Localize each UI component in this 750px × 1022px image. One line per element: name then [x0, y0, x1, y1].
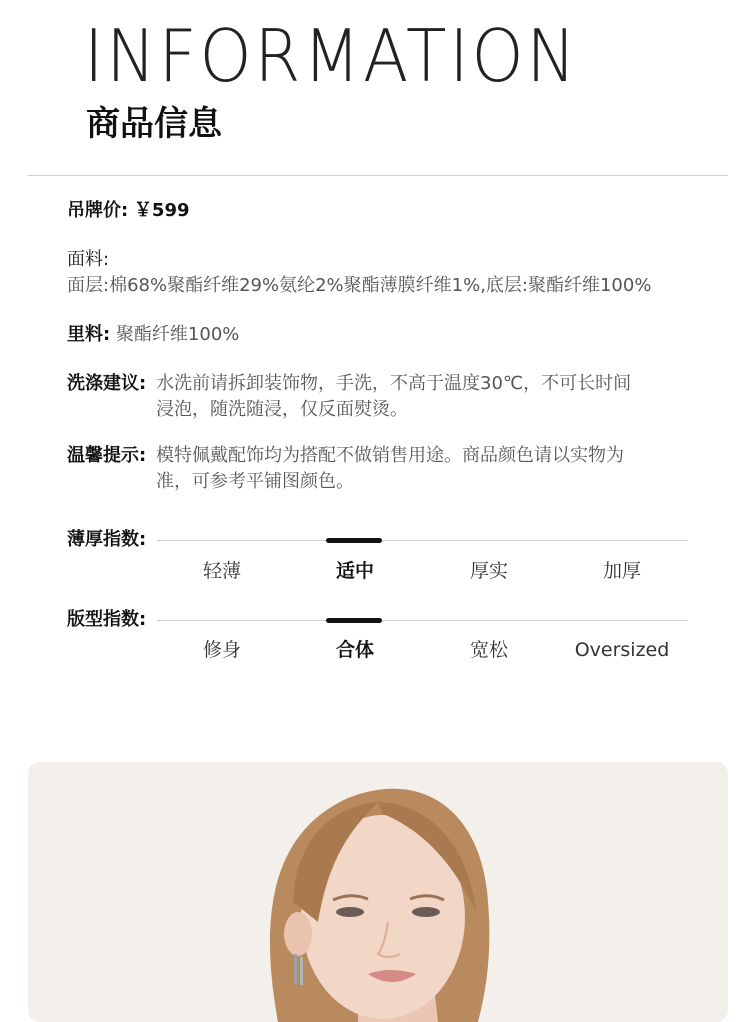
fit-option-2: 合体 [335, 639, 374, 661]
fit-selected-marker [326, 618, 382, 623]
washing-label: 洗涤建议: [67, 373, 147, 394]
fit-label: 版型指数: [67, 609, 147, 630]
fabric-value: 面层:棉68%聚酯纤维29%氨纶2%聚酯薄膜纤维1%,底层:聚酯纤维100% [67, 275, 652, 296]
fit-option-4: Oversized [574, 639, 670, 661]
english-title: INFORMATION [84, 14, 579, 98]
price-value: ￥599 [133, 200, 190, 221]
lining-label: 里料: [67, 324, 111, 345]
fit-option-1: 修身 [202, 639, 241, 661]
thickness-label: 薄厚指数: [67, 529, 147, 550]
washing-line-2: 浸泡，随洗随浸，仅反面熨烫。 [156, 399, 408, 420]
thickness-selected-marker [326, 538, 382, 543]
fit-scale-line [157, 620, 688, 621]
title-divider [28, 175, 728, 176]
tips-line-2: 准，可参考平铺图颜色。 [156, 471, 354, 492]
thickness-option-2: 适中 [335, 560, 374, 582]
lining-value: 聚酯纤维100% [115, 324, 240, 345]
thickness-option-4: 加厚 [602, 560, 641, 582]
fabric-label: 面料: [67, 249, 110, 270]
thickness-scale-line [157, 540, 688, 541]
thickness-option-1: 轻薄 [202, 560, 241, 582]
price-label: 吊牌价: [67, 200, 129, 221]
price-row [67, 198, 190, 224]
tips-label: 温馨提示: [67, 445, 147, 466]
lining-row [67, 322, 239, 348]
model-photo [28, 762, 728, 1022]
tips-line-1: 模特佩戴配饰均为搭配不做销售用途。商品颜色请以实物为 [156, 445, 624, 466]
washing-line-1: 水洗前请拆卸装饰物，手洗，不高于温度30℃，不可长时间 [156, 373, 632, 394]
chinese-title: 商品信息 [86, 104, 222, 144]
thickness-option-3: 厚实 [469, 560, 508, 582]
model-portrait-illustration [28, 762, 728, 1022]
fit-option-3: 宽松 [469, 639, 508, 661]
